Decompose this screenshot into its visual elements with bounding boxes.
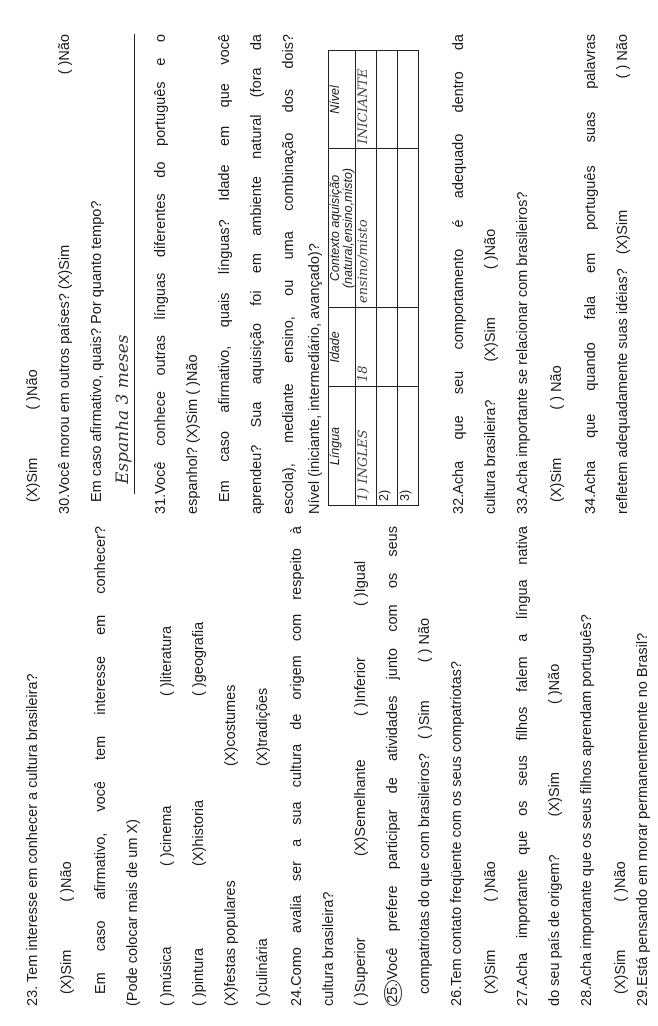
circled-question-number: 25. (384, 980, 402, 1006)
cell-idade-3[interactable] (398, 308, 419, 387)
header-nivel: Nível (329, 51, 356, 149)
languages-table (328, 50, 419, 506)
q25-text-2: compatriotas do que com brasileiros? (417, 753, 433, 994)
header-lingua: Língua (329, 387, 356, 506)
option-geografia[interactable]: ( )geografia (191, 621, 207, 696)
interests-row-2 (188, 526, 210, 1006)
q27-sim[interactable]: (X)Sim (547, 772, 563, 817)
q34-sim[interactable]: (X)Sim (615, 209, 631, 255)
q33-options (546, 34, 568, 514)
question-29: 29.Está pensando em morar permanentemente no Brasil? (635, 632, 651, 1006)
q26-sim[interactable]: (X)Sim (483, 949, 499, 994)
cell-nivel-2[interactable] (377, 51, 398, 149)
q23-note: (Pode colocar mais de um X) (125, 819, 141, 1006)
q23-followup: Em caso afirmativo, você tem interesse em conhecer? (93, 526, 109, 994)
q32-nao[interactable]: ( )Não (483, 228, 499, 270)
cell-contexto-1[interactable]: ensino/misto (356, 149, 377, 308)
q29-nao[interactable]: ( )Não (25, 369, 41, 410)
q30-text: 30.Você morou em outros países? (X)Sim (57, 244, 73, 514)
option-superior[interactable]: ( )Superior (353, 937, 369, 1006)
cell-contexto-3[interactable] (398, 149, 419, 308)
option-historia[interactable]: (X)historia (191, 799, 207, 866)
q31-line-2: espanhol? (X)Sim ( )Não (185, 354, 201, 514)
q28-options (610, 526, 632, 1006)
q27-text-2: do seu país de origem? (547, 854, 563, 1006)
cell-lingua-2[interactable]: 2) (377, 387, 398, 506)
q30-handwritten-answer: Espanha 3 meses (113, 334, 133, 484)
option-festas-populares[interactable]: (X)festas populares (223, 880, 239, 1006)
q34-text-2: refletem adequadamente suas idéias? (615, 268, 631, 514)
q34-nao[interactable]: ( ) Não (615, 34, 631, 79)
table-row (398, 51, 419, 506)
q24-options (350, 526, 372, 1006)
q26-options (480, 526, 502, 1006)
q29-sim[interactable]: (X)Sim (25, 457, 41, 502)
q33-nao[interactable]: ( ) Não (549, 365, 565, 410)
option-culinaria[interactable]: ( )culinária (255, 938, 271, 1006)
cell-lingua-1[interactable]: 1) INGLES (356, 387, 377, 506)
interests-row-4 (252, 526, 274, 1006)
q31-line-6: Nível (iniciante, intermediário, avançado)? (307, 243, 323, 514)
q31-line-5: escola), mediante ensino, ou uma combinação dos dois? (281, 34, 297, 514)
option-literatura[interactable]: ( )literatura (159, 625, 175, 696)
option-pintura[interactable]: ( )pintura (191, 947, 207, 1006)
header-idade: Idade (329, 308, 356, 387)
question-23: 23. Tem interesse em conhecer a cultura brasileira? (25, 673, 41, 1006)
q27-continuation (544, 526, 566, 1006)
table-row (377, 51, 398, 506)
option-costumes[interactable]: (X)costumes (223, 684, 239, 766)
q33-sim[interactable]: (X)Sim (549, 457, 565, 502)
question-25 (382, 526, 404, 1006)
option-semelhante[interactable]: (X)Semelhante (353, 759, 369, 856)
q30-nao[interactable]: ( )Não (57, 34, 73, 75)
q32-text-2: cultura brasileira? (483, 399, 499, 514)
option-inferior[interactable]: ( )Inferior (353, 657, 369, 716)
q26-nao[interactable]: ( )Não (483, 861, 499, 902)
cell-contexto-2[interactable] (377, 149, 398, 308)
q31-line-1: 31.Você conhece outras línguas diferentes do português e o (153, 34, 169, 514)
option-musica[interactable]: ( )música (159, 946, 175, 1006)
cell-lingua-3[interactable]: 3) (398, 387, 419, 506)
q23-sim[interactable]: (X)Sim (59, 949, 75, 994)
question-26: 26.Tem contato freqüente com os seus compatriotas? (449, 661, 465, 1006)
q28-sim[interactable]: (X)Sim (613, 949, 629, 994)
cell-nivel-1[interactable]: INICIANTE (356, 51, 377, 149)
option-cinema[interactable]: ( )cinema (159, 805, 175, 866)
question-27: 27.Acha importante que os seus filhos falem a língua nativa (515, 526, 531, 1006)
q25-sim[interactable]: ( )Sim (417, 700, 433, 739)
question-28: 28.Acha importante que os seus filhos aprendam português? (579, 614, 595, 1006)
question-25-continuation (414, 526, 436, 1006)
q31-line-4: aprendeu? Sua aquisição foi em ambiente natural (fora da (249, 34, 265, 514)
cell-idade-1[interactable]: 18 (356, 308, 377, 387)
interests-row-1 (156, 526, 178, 1006)
header-contexto: Contexto aquisição (natural,ensino,misto) (329, 149, 356, 308)
q23-options (56, 526, 78, 1006)
q27-nao[interactable]: ( )Não (547, 663, 563, 705)
question-24: 24.Como avalia ser a sua cultura de origem com respeito à (289, 526, 305, 1006)
table-row (356, 51, 377, 506)
q25-nao[interactable]: ( ) Não (417, 617, 433, 663)
answer-line (134, 34, 135, 494)
table-header-row (329, 51, 356, 506)
q34-line-1: 34.Acha que quando fala em português suas palavras (583, 34, 599, 514)
q31-line-3: Em caso afirmativo, quais línguas? Idade em que você (217, 34, 233, 502)
question-24-continuation: cultura brasileira? (321, 891, 337, 1006)
option-igual[interactable]: ( )Igual (353, 560, 369, 606)
q23-nao[interactable]: ( )Não (59, 861, 75, 902)
q32-line-2 (480, 34, 502, 514)
question-25-text: Você prefere participar de atividades junto com os seus (385, 526, 401, 980)
q28-nao[interactable]: ( )Não (613, 861, 629, 902)
q32-sim[interactable]: (X)Sim (483, 317, 499, 362)
q29-options (22, 34, 44, 514)
q30-followup: Em caso afirmativo, quais? Por quanto tempo? (89, 200, 105, 502)
q34-line-2 (612, 34, 634, 514)
question-30 (54, 34, 76, 514)
option-tradicoes[interactable]: (X)tradições (255, 687, 271, 766)
cell-nivel-3[interactable] (398, 51, 419, 149)
q32-line-1: 32.Acha que seu comportamento é adequado dentro da (451, 34, 467, 514)
interests-row-3 (220, 526, 242, 1006)
cell-idade-2[interactable] (377, 308, 398, 387)
question-33: 33.Acha importante se relacionar com brasileiros? (515, 191, 531, 514)
